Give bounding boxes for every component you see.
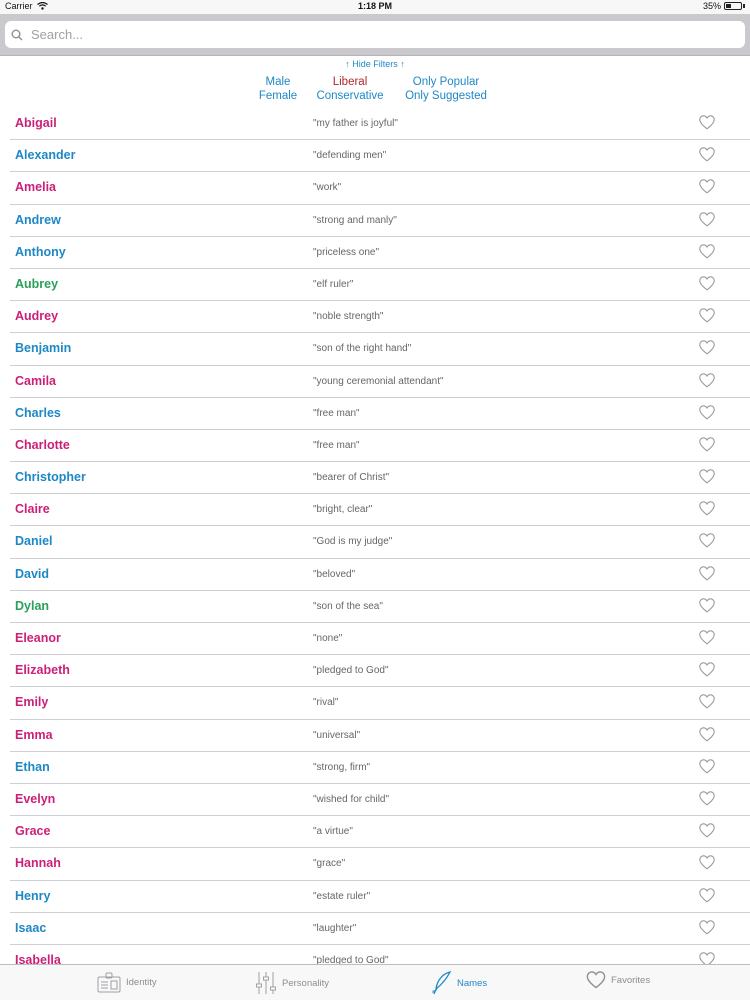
- search-icon: [11, 29, 23, 41]
- tab-favorites[interactable]: [586, 971, 650, 989]
- favorite-heart-icon[interactable]: [699, 630, 715, 645]
- name-row[interactable]: [10, 526, 750, 558]
- name-label: Charles: [15, 405, 61, 420]
- favorite-heart-icon[interactable]: [699, 727, 715, 742]
- name-label: Isabella: [15, 952, 61, 964]
- name-row[interactable]: [10, 816, 750, 848]
- name-row[interactable]: [10, 848, 750, 880]
- favorite-heart-icon[interactable]: [699, 920, 715, 935]
- name-row[interactable]: [10, 881, 750, 913]
- tab-names-label: Names: [457, 977, 488, 989]
- name-label: Amelia: [15, 180, 56, 195]
- favorite-heart-icon[interactable]: [699, 566, 715, 581]
- favorite-heart-icon[interactable]: [699, 179, 715, 194]
- name-label: Hannah: [15, 856, 61, 871]
- favorite-heart-icon[interactable]: [699, 855, 715, 870]
- name-row[interactable]: [10, 462, 750, 494]
- name-row[interactable]: [10, 913, 750, 945]
- name-label: Charlotte: [15, 437, 70, 452]
- sliders-icon: [255, 971, 277, 995]
- favorite-heart-icon[interactable]: [699, 694, 715, 709]
- search-field[interactable]: [5, 21, 745, 48]
- name-label: Camila: [15, 373, 56, 388]
- name-row[interactable]: [10, 655, 750, 687]
- name-row[interactable]: [10, 172, 750, 204]
- name-meaning: "noble strength": [313, 311, 384, 323]
- name-label: Anthony: [15, 244, 66, 259]
- name-label: Grace: [15, 824, 51, 839]
- name-row[interactable]: [10, 945, 750, 964]
- name-meaning: "strong and manly": [313, 214, 397, 226]
- name-meaning: "a virtue": [313, 826, 353, 838]
- name-label: Elizabeth: [15, 663, 70, 678]
- name-meaning: "son of the sea": [313, 600, 383, 612]
- name-label: Emma: [15, 727, 53, 742]
- name-label: Henry: [15, 888, 51, 903]
- favorite-heart-icon[interactable]: [699, 662, 715, 677]
- battery-icon: [724, 2, 742, 10]
- tab-favorites-label: Favorites: [611, 974, 651, 986]
- name-label: Daniel: [15, 534, 53, 549]
- name-label: Isaac: [15, 920, 47, 935]
- politics-filter: [305, 75, 395, 103]
- favorite-heart-icon[interactable]: [699, 501, 715, 516]
- name-label: Alexander: [15, 148, 76, 163]
- favorite-heart-icon[interactable]: [699, 469, 715, 484]
- popularity-filter: [396, 75, 496, 103]
- name-row[interactable]: [10, 494, 750, 526]
- name-list[interactable]: [0, 108, 750, 964]
- hide-filters-toggle[interactable]: ↑ Hide Filters ↑: [345, 59, 405, 69]
- favorite-heart-icon[interactable]: [699, 244, 715, 259]
- favorite-heart-icon[interactable]: [699, 598, 715, 613]
- filter-only-popular[interactable]: Only Popular: [412, 76, 480, 88]
- name-meaning: "free man": [313, 439, 360, 451]
- favorite-heart-icon[interactable]: [699, 952, 715, 964]
- favorite-heart-icon[interactable]: [699, 115, 715, 130]
- favorite-heart-icon[interactable]: [699, 823, 715, 838]
- battery-percent: 35%: [702, 1, 721, 11]
- name-meaning: "strong, firm": [313, 761, 371, 773]
- name-row[interactable]: [10, 237, 750, 269]
- favorite-heart-icon[interactable]: [699, 759, 715, 774]
- name-label: Ethan: [15, 759, 50, 774]
- filter-conservative[interactable]: Conservative: [316, 90, 384, 102]
- name-meaning: "priceless one": [313, 246, 380, 258]
- filter-liberal[interactable]: Liberal: [332, 76, 368, 88]
- name-row[interactable]: [10, 333, 750, 365]
- name-row[interactable]: [10, 430, 750, 462]
- name-row[interactable]: [10, 591, 750, 623]
- name-row[interactable]: [10, 398, 750, 430]
- name-label: Dylan: [15, 598, 50, 613]
- name-meaning: "beloved": [313, 568, 356, 580]
- favorite-heart-icon[interactable]: [699, 888, 715, 903]
- name-row[interactable]: [10, 140, 750, 172]
- battery-indicator: [703, 1, 745, 11]
- favorite-heart-icon[interactable]: [699, 437, 715, 452]
- favorite-heart-icon[interactable]: [699, 533, 715, 548]
- search-bar: [0, 14, 750, 56]
- name-row[interactable]: [10, 205, 750, 237]
- name-row[interactable]: [10, 720, 750, 752]
- favorite-heart-icon[interactable]: [699, 791, 715, 806]
- favorite-heart-icon[interactable]: [699, 276, 715, 291]
- name-label: David: [15, 566, 50, 581]
- name-meaning: "free man": [313, 407, 360, 419]
- name-meaning: "wished for child": [313, 793, 390, 805]
- name-meaning: "bearer of Christ": [313, 472, 390, 484]
- name-meaning: "pledged to God": [313, 954, 389, 964]
- name-row[interactable]: [10, 752, 750, 784]
- quill-icon: [432, 971, 452, 995]
- name-row[interactable]: [10, 366, 750, 398]
- name-row[interactable]: [10, 623, 750, 655]
- name-meaning: "work": [313, 182, 342, 194]
- name-label: Abigail: [15, 116, 57, 130]
- favorite-heart-icon[interactable]: [699, 147, 715, 162]
- tab-personality[interactable]: [255, 971, 329, 995]
- favorite-heart-icon[interactable]: [699, 405, 715, 420]
- favorite-heart-icon[interactable]: [699, 308, 715, 323]
- filter-male[interactable]: Male: [265, 76, 291, 88]
- id-card-icon: [97, 971, 121, 993]
- name-meaning: "rival": [313, 697, 339, 709]
- tab-names[interactable]: [432, 971, 487, 995]
- name-label: Christopher: [15, 470, 86, 485]
- name-row[interactable]: [10, 559, 750, 591]
- filter-panel: [0, 56, 750, 106]
- name-row[interactable]: [10, 784, 750, 816]
- clock: 1:18 PM: [357, 1, 392, 11]
- search-input[interactable]: [29, 26, 713, 43]
- tab-personality-label: Personality: [282, 977, 329, 989]
- tab-bar: [0, 964, 750, 1000]
- name-meaning: "bright, clear": [313, 504, 373, 516]
- name-meaning: "estate ruler": [313, 890, 371, 902]
- carrier-label: Carrier: [5, 1, 33, 11]
- name-label: Audrey: [15, 309, 59, 324]
- filter-female[interactable]: Female: [258, 90, 298, 102]
- name-label: Eleanor: [15, 631, 61, 645]
- tab-identity-label: Identity: [126, 976, 157, 988]
- name-row[interactable]: [10, 301, 750, 333]
- status-bar: [0, 0, 750, 14]
- name-label: Claire: [15, 502, 50, 517]
- name-label: Evelyn: [15, 791, 56, 806]
- name-meaning: "defending men": [313, 150, 387, 162]
- favorite-heart-icon[interactable]: [699, 340, 715, 355]
- name-meaning: "pledged to God": [313, 665, 389, 677]
- name-meaning: "universal": [313, 729, 361, 741]
- name-meaning: "elf ruler": [313, 278, 354, 290]
- heart-icon: [586, 971, 606, 989]
- name-row[interactable]: [10, 687, 750, 719]
- name-meaning: "my father is joyful": [313, 118, 398, 129]
- name-meaning: "grace": [313, 858, 346, 870]
- name-label: Benjamin: [15, 341, 72, 356]
- name-meaning: "young ceremonial attendant": [313, 375, 444, 387]
- favorite-heart-icon[interactable]: [699, 373, 715, 388]
- name-meaning: "son of the right hand": [313, 343, 412, 355]
- favorite-heart-icon[interactable]: [699, 212, 715, 227]
- name-meaning: "God is my judge": [313, 536, 393, 548]
- name-row[interactable]: [10, 108, 750, 140]
- filter-only-suggested[interactable]: Only Suggested: [405, 90, 487, 102]
- name-label: Emily: [15, 695, 49, 710]
- name-meaning: "laughter": [313, 922, 357, 934]
- tab-identity[interactable]: [97, 971, 157, 993]
- name-meaning: "none": [313, 633, 343, 644]
- name-label: Aubrey: [15, 276, 59, 291]
- name-label: Andrew: [15, 212, 61, 227]
- name-row[interactable]: [10, 269, 750, 301]
